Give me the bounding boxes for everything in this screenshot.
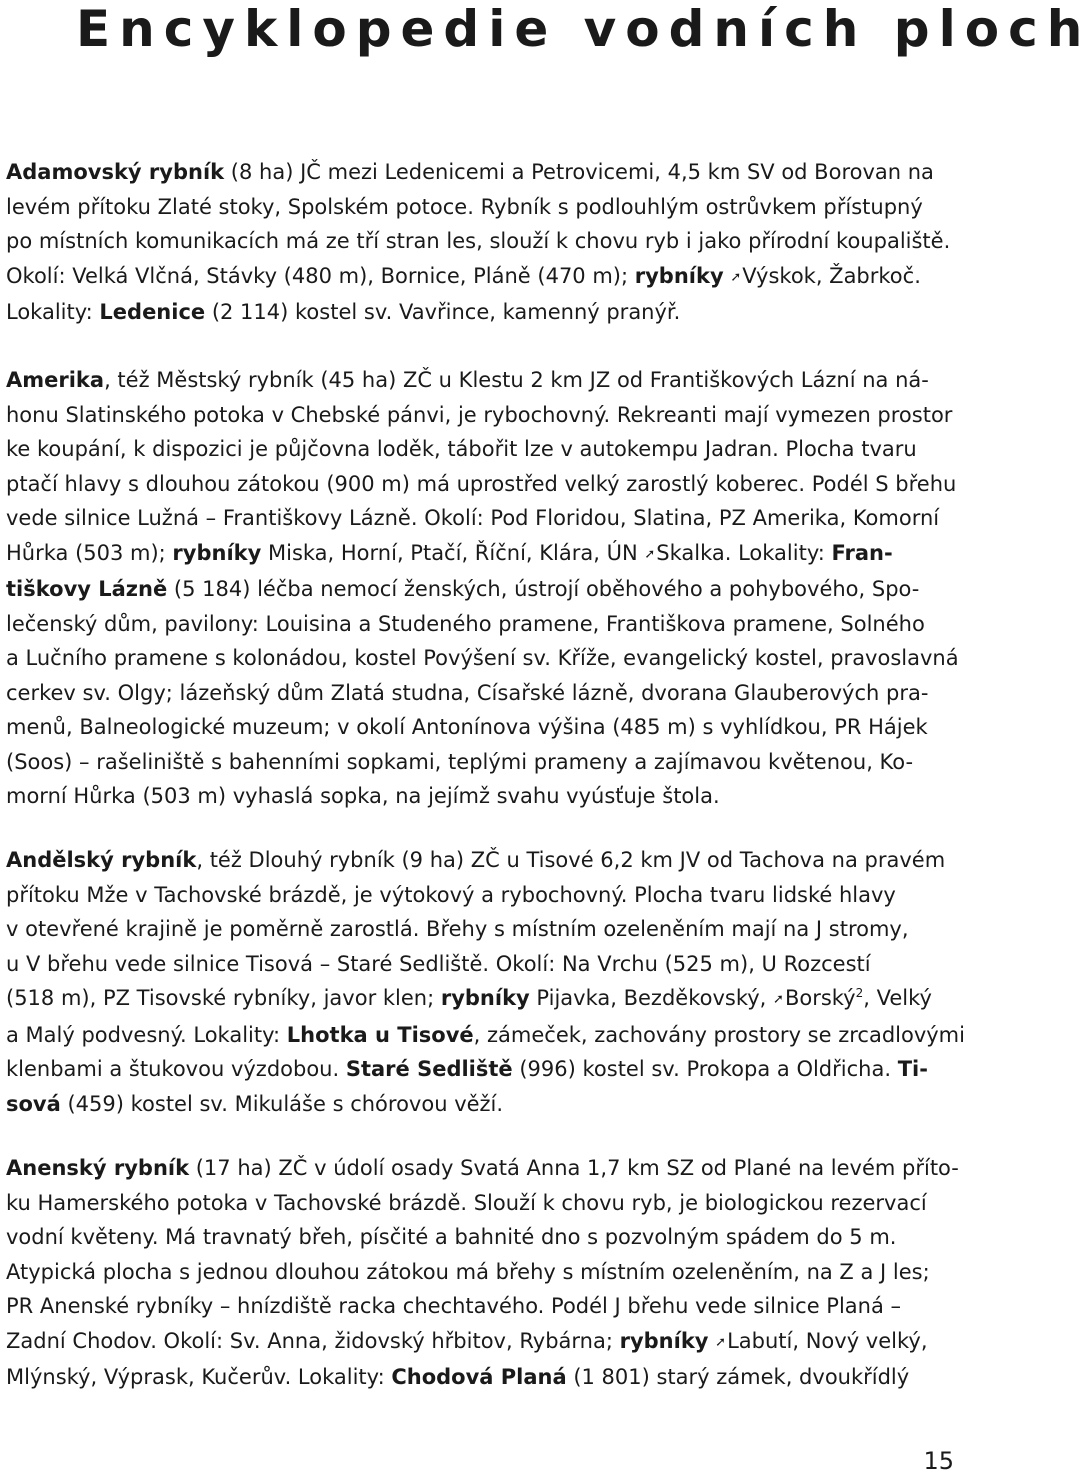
text-run: klenbami a štukovou výzdobou.: [6, 1057, 346, 1081]
text-run: cerkev sv. Olgy; lázeňský dům Zlatá studna, Císařské lázně, dvorana Glauberových pra-: [6, 680, 929, 705]
text-line: [6, 432, 956, 467]
text-line: [6, 1087, 956, 1122]
text-run: Atypická plocha s jednou dlouhou zátokou má břehy s místním ozeleněním, na Z a J les;: [6, 1259, 930, 1284]
text-line: [6, 676, 956, 711]
text-run: (Soos) – rašeliniště s bahenními sopkami, teplými prameny a zajímavou květenou, Ko-: [6, 749, 914, 774]
text-line: [6, 1324, 956, 1361]
bold-term: rybníky: [634, 263, 724, 288]
text-run: vodní květeny. Má travnatý břeh, písčité a bahnité dno s pozvolným spádem do 5 m.: [6, 1225, 897, 1249]
bold-term: Ledenice: [99, 300, 206, 324]
text-run: ke koupání, k dispozici je půjčovna loděk, tábořit lze v autokempu Jadran. Plocha tvaru: [6, 437, 917, 461]
text-run: (518 m), PZ Tisovské rybníky, javor klen;: [6, 986, 441, 1010]
text-run: ptačí hlavy s dlouhou zátokou (900 m) má uprostřed velký zarostlý koberec. Podél S břehu: [6, 471, 957, 496]
text-run: a Malý podvesný. Lokality:: [6, 1022, 287, 1047]
entry-adamovsky-rybnik: [6, 155, 956, 330]
text-line: [6, 501, 956, 536]
bold-term: sová: [6, 1091, 61, 1116]
text-run: , zámeček, zachovány prostory se zrcadlovými: [473, 1022, 965, 1047]
text-run: , též Dlouhý rybník (9 ha) ZČ u Tisové 6,2 km JV od Tachova na pravém: [196, 848, 946, 872]
text-run: po místních komunikacích má ze tří stran les, slouží k chovu ryb i jako přírodní koupaliště.: [6, 229, 951, 253]
text-run: , Velký: [863, 986, 932, 1010]
text-run: (996) kostel sv. Prokopa a Oldřicha.: [512, 1057, 898, 1081]
cross-reference-arrow-icon: ➚: [715, 1334, 727, 1350]
text-run: honu Slatinského potoka v Chebské pánvi, je rybochovný. Rekreanti mají vymezen prostor: [6, 402, 953, 427]
bold-term: Adamovský rybník: [6, 160, 225, 184]
text-line: [6, 641, 959, 676]
text-run: vede silnice Lužná – Františkovy Lázně. Okolí: Pod Floridou, Slatina, PZ Amerika, Komorní: [6, 506, 940, 530]
text-line: [6, 1018, 965, 1053]
page-number: 15: [923, 1447, 954, 1475]
entry-andelsky-rybnik: [6, 843, 965, 1121]
entry-amerika: [6, 363, 959, 814]
text-run: ku Hamerského potoka v Tachovské brázdě. Slouží k chovu ryb, je biologickou rezervací: [6, 1190, 927, 1215]
bold-term: tiškovy Lázně: [6, 577, 168, 601]
bold-term: rybníky: [619, 1328, 709, 1353]
bold-term: Anenský rybník: [6, 1156, 190, 1180]
text-line: [6, 843, 956, 878]
text-line: [6, 224, 956, 259]
text-line: [6, 1052, 956, 1087]
text-run: Mlýnský, Výprask, Kučerův. Lokality:: [6, 1365, 392, 1389]
text-line: [6, 779, 956, 814]
text-run: (1 801) starý zámek, dvoukřídlý: [566, 1365, 910, 1389]
text-line: [6, 1255, 956, 1290]
text-line: [6, 912, 956, 947]
text-run: (8 ha) JČ mezi Ledenicemi a Petrovicemi, 4,5 km SV od Borovan na: [224, 160, 934, 184]
text-run: v otevřené krajině je poměrně zarostlá. Břehy s místním ozeleněním mají na J stromy,: [6, 917, 909, 941]
text-run: Hůrka (503 m);: [6, 540, 173, 565]
text-run: (459) kostel sv. Mikuláše s chórovou věží.: [60, 1091, 504, 1116]
text-run: levém přítoku Zlaté stoky, Spolském potoce. Rybník s podlouhlým ostrůvkem přístupný: [6, 194, 923, 219]
bold-term: Lhotka u Tisové: [286, 1022, 474, 1047]
text-run: Borský: [784, 986, 856, 1010]
text-run: PR Anenské rybníky – hnízdiště racka chechtavého. Podél J břehu vede silnice Planá –: [6, 1294, 902, 1318]
text-line: [6, 607, 956, 642]
text-run: u V břehu vede silnice Tisová – Staré Sedliště. Okolí: Na Vrchu (525 m), U Rozcestí: [6, 951, 871, 976]
text-run: , též Městský rybník (45 ha) ZČ u Klestu 2 km JZ od Františkových Lázní na ná-: [104, 368, 929, 392]
text-line: [6, 1186, 956, 1221]
bold-term: rybníky: [172, 540, 262, 565]
cross-reference-arrow-icon: ➚: [644, 546, 656, 562]
text-run: menů, Balneologické muzeum; v okolí Antonínova výšina (485 m) s vyhlídkou, PR Hájek: [6, 715, 928, 739]
cross-reference-arrow-icon: ➚: [730, 269, 742, 285]
text-line: [6, 1220, 956, 1255]
text-line: [6, 1151, 959, 1186]
text-run: Okolí: Velká Vlčná, Stávky (480 m), Bornice, Pláně (470 m);: [6, 263, 635, 288]
text-run: Skalka. Lokality:: [656, 540, 832, 565]
text-line: [6, 190, 956, 225]
entry-anensky-rybnik: [6, 1151, 959, 1395]
text-run: (17 ha) ZČ v údolí osady Svatá Anna 1,7 km SZ od Plané na levém příto-: [189, 1156, 959, 1180]
text-line: [6, 155, 956, 190]
text-run: (2 114) kostel sv. Vavřince, kamenný pranýř.: [205, 300, 681, 324]
cross-reference-arrow-icon: ➚: [773, 992, 784, 1007]
text-run: Labutí, Nový velký,: [727, 1328, 928, 1353]
text-line: [6, 1360, 956, 1395]
text-run: Zadní Chodov. Okolí: Sv. Anna, židovský hřbitov, Rybárna;: [6, 1328, 620, 1353]
text-line: [6, 710, 956, 745]
bold-term: Andělský rybník: [6, 848, 197, 872]
text-line: [6, 467, 956, 502]
bold-term: Staré Sedliště: [345, 1057, 513, 1081]
text-run: a Lučního pramene s kolonádou, kostel Povýšení sv. Kříže, evangelický kostel, pravoslavná: [6, 646, 959, 670]
bold-term: Ti-: [897, 1057, 928, 1081]
bold-term: Fran-: [831, 540, 893, 565]
text-run: Lokality:: [6, 300, 100, 324]
text-line: [6, 572, 956, 607]
text-line: [6, 259, 956, 296]
superscript-index: 2: [855, 986, 864, 1000]
text-line: [6, 295, 956, 330]
bold-term: Chodová Planá: [391, 1365, 567, 1389]
text-line: [6, 1289, 956, 1324]
text-line: [6, 878, 956, 913]
text-run: Výskok, Žabrkoč.: [742, 263, 921, 288]
bold-term: rybníky: [440, 986, 530, 1010]
text-line: [6, 745, 956, 780]
text-run: (5 184) léčba nemocí ženských, ústrojí oběhového a pohybového, Spo-: [167, 577, 920, 601]
text-run: Pijavka, Bezděkovský,: [529, 986, 774, 1010]
text-line: [6, 981, 956, 1018]
text-line: [6, 536, 956, 573]
page-title: Encyklopedie vodních ploch: [76, 0, 1091, 58]
text-run: Miska, Horní, Ptačí, Říční, Klára, ÚN: [261, 540, 645, 565]
text-run: lečenský dům, pavilony: Louisina a Studeného pramene, Františkova pramene, Solného: [6, 611, 925, 636]
text-line: [6, 947, 956, 982]
text-run: morní Hůrka (503 m) vyhaslá sopka, na jejímž svahu vyúsťuje štola.: [6, 784, 720, 808]
text-line: [6, 398, 956, 433]
text-run: přítoku Mže v Tachovské brázdě, je výtokový a rybochovný. Plocha tvaru lidské hlavy: [6, 882, 896, 907]
bold-term: Amerika: [6, 368, 105, 392]
text-line: [6, 363, 956, 398]
